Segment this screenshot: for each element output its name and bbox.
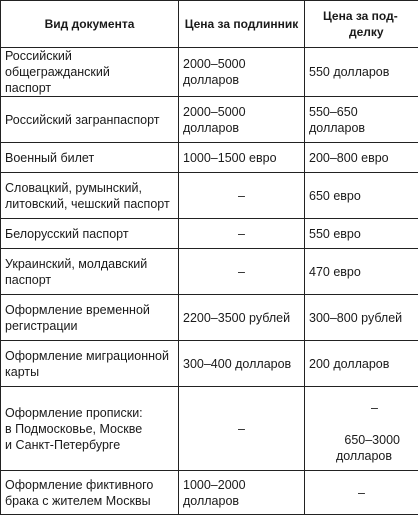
cell-original-price (179, 48, 305, 97)
cell-document (1, 471, 179, 515)
table-row (1, 295, 418, 341)
cell-text: Российский общегражданский (5, 49, 110, 79)
cell-text: паспорт (5, 81, 52, 95)
cell-fake-price (305, 341, 418, 387)
table-row (1, 341, 418, 387)
cell-fake-price (305, 97, 418, 143)
cell-original-price (179, 341, 305, 387)
cell-text: долларов (309, 120, 366, 135)
cell-text: Оформление временной (5, 302, 150, 317)
cell-original-price (179, 143, 305, 173)
cell-text: 550 долларов (309, 65, 390, 79)
cell-text: брака с жителем Москвы (5, 493, 151, 508)
cell-original-price (179, 295, 305, 341)
cell-text: 2200–3500 рублей (183, 310, 291, 325)
cell-original-price (179, 97, 305, 143)
cell-text: 200 долларов (309, 356, 390, 371)
cell-text: – (238, 226, 245, 241)
header-fake-line2: делку (349, 25, 384, 39)
cell-document (1, 219, 179, 249)
cell-text: долларов (183, 493, 240, 508)
cell-text: долларов (335, 449, 392, 463)
cell-text: карты (5, 364, 40, 379)
cell-document (1, 249, 179, 295)
cell-text: 470 евро (309, 264, 361, 279)
cell-text: Белорусский паспорт (5, 226, 129, 241)
header-original-price: Цена за подлинник (179, 1, 305, 48)
cell-text: 1000–2000 (183, 477, 246, 492)
cell-text: Оформление фиктивного (5, 477, 154, 492)
cell-text: – (371, 401, 378, 415)
cell-text: 1000–1500 евро (183, 150, 277, 165)
cell-fake-price (305, 48, 418, 97)
header-fake-price (305, 1, 418, 48)
cell-text: литовский, чешский паспорт (5, 196, 170, 211)
cell-text: регистрации (5, 318, 78, 333)
cell-text: 550–650 (309, 104, 358, 119)
cell-original-price (179, 173, 305, 219)
cell-text: 300–400 долларов (183, 356, 292, 371)
cell-fake-price (305, 295, 418, 341)
cell-text: 650–3000 (344, 433, 400, 447)
cell-text: Украинский, молдавский (5, 256, 148, 271)
cell-fake-price (305, 471, 418, 515)
table-row (1, 173, 418, 219)
cell-text: Оформление прописки: (5, 405, 143, 420)
cell-text: в Подмосковье, Москве (5, 421, 143, 436)
cell-text: Военный билет (5, 150, 95, 165)
cell-text: – (358, 485, 365, 500)
cell-text: – (238, 188, 245, 203)
cell-text: Словацкий, румынский, (5, 180, 142, 195)
cell-text: и Санкт-Петербурге (5, 437, 121, 452)
cell-original-price (179, 471, 305, 515)
cell-text: 650 евро (309, 188, 361, 203)
cell-text: Российский загранпаспорт (5, 112, 160, 127)
table-row (1, 249, 418, 295)
cell-text: паспорт (5, 272, 52, 287)
header-document-type: Вид документа (1, 1, 179, 48)
table-row (1, 97, 418, 143)
table-row (1, 471, 418, 515)
table-row (1, 387, 418, 471)
cell-fake-price (305, 143, 418, 173)
table-row (1, 143, 418, 173)
cell-original-price (179, 387, 305, 471)
cell-text: – (238, 264, 245, 279)
table-row (1, 219, 418, 249)
cell-text: 2000–5000 (183, 57, 246, 71)
cell-document (1, 48, 179, 97)
cell-fake-price (305, 249, 418, 295)
cell-fake-price (305, 173, 418, 219)
header-fake-line1: Цена за под- (323, 9, 398, 23)
table-row (1, 48, 418, 97)
cell-document (1, 97, 179, 143)
cell-text: – (238, 421, 245, 436)
cell-fake-price (305, 219, 418, 249)
cell-document (1, 143, 179, 173)
cell-text: 200–800 евро (309, 150, 389, 165)
cell-text: 2000–5000 (183, 104, 246, 119)
cell-document (1, 387, 179, 471)
cell-text: 550 евро (309, 226, 361, 241)
cell-document (1, 341, 179, 387)
cell-text: долларов (183, 73, 240, 87)
table-header-row (1, 1, 418, 48)
cell-fake-price (305, 387, 418, 471)
cell-text: Оформление миграционной (5, 348, 169, 363)
cell-document (1, 295, 179, 341)
cell-original-price (179, 249, 305, 295)
cell-document (1, 173, 179, 219)
cell-text: 300–800 рублей (309, 310, 403, 325)
cell-original-price (179, 219, 305, 249)
cell-text: долларов (183, 120, 240, 135)
